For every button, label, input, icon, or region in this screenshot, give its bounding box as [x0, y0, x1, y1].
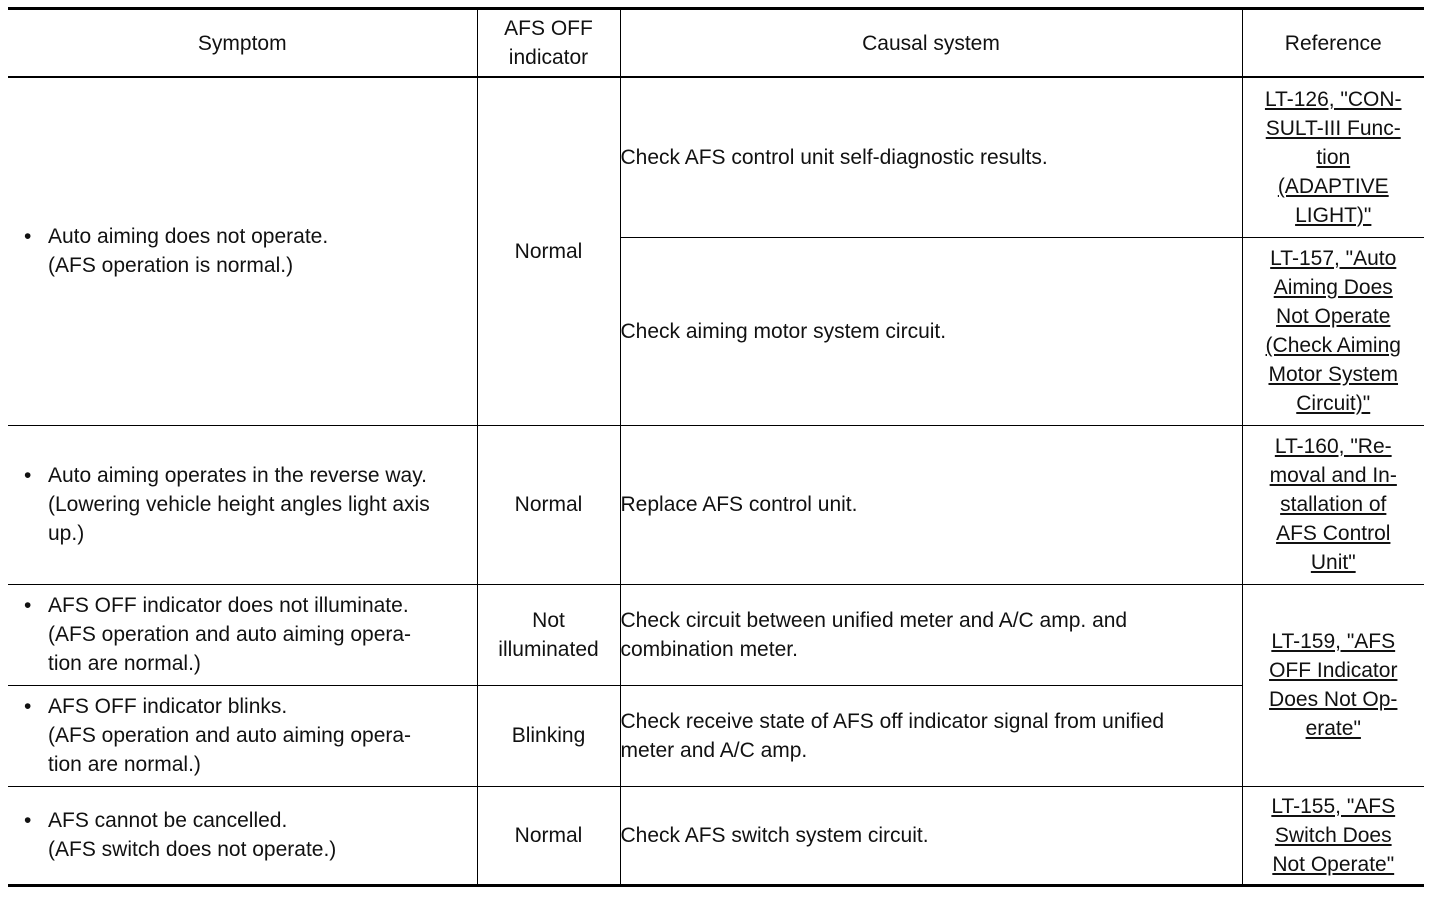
causal-cell: [620, 685, 1242, 786]
bullet-icon: •: [24, 464, 32, 487]
reference-line: LT-157, "Auto: [1270, 247, 1397, 270]
table-row: [8, 786, 1424, 885]
header-indicator-line: AFS OFF: [504, 17, 593, 40]
reference-line: Does Not Op-: [1269, 688, 1398, 711]
reference-cell: [1242, 425, 1424, 584]
reference-cell: [1242, 237, 1424, 425]
reference-line: LIGHT)": [1295, 203, 1372, 227]
causal-line: combination meter.: [620, 637, 798, 661]
reference-link[interactable]: [1243, 432, 1425, 577]
symptom-line: (AFS operation is normal.): [48, 254, 294, 278]
reference-line: LT-159, "AFS: [1271, 630, 1396, 653]
reference-line: Circuit)": [1296, 392, 1371, 415]
causal-cell: Check AFS switch system circuit.: [620, 786, 1242, 885]
bullet-icon: •: [24, 225, 32, 249]
reference-line: moval and In-: [1269, 464, 1397, 487]
reference-line: LT-126, "CON-: [1264, 87, 1402, 111]
table-row: [8, 584, 1424, 685]
symptom-line: (AFS operation and auto aiming opera-: [48, 623, 412, 646]
bullet-icon: •: [24, 594, 32, 617]
indicator-cell: [477, 584, 620, 685]
causal-line: meter and A/C amp.: [620, 738, 808, 762]
afs-diagnosis-table: [8, 7, 1424, 887]
table-row: [8, 685, 1424, 786]
header-causal-system: Causal system: [620, 9, 1242, 78]
symptom-cell: [8, 77, 477, 425]
causal-cell: Check aiming motor system circuit.: [620, 237, 1242, 425]
indicator-cell: Blinking: [477, 685, 620, 786]
causal-cell: Check AFS control unit self-diagnostic results.: [620, 77, 1242, 237]
symptom-line: (AFS operation and auto aiming opera-: [48, 724, 412, 747]
symptom-line: AFS OFF indicator does not illuminate.: [48, 594, 409, 617]
indicator-cell: Normal: [477, 77, 620, 425]
reference-line: (ADAPTIVE: [1277, 174, 1389, 198]
reference-line: Unit": [1310, 551, 1356, 574]
reference-line: tion: [1316, 145, 1351, 169]
causal-cell: [620, 584, 1242, 685]
reference-link[interactable]: [1243, 627, 1425, 743]
symptom-cell: [8, 584, 477, 685]
reference-link[interactable]: [1243, 244, 1425, 418]
reference-line: Motor System: [1268, 363, 1399, 386]
reference-line: AFS Control: [1276, 522, 1391, 545]
table-row: [8, 77, 1424, 237]
causal-cell: Replace AFS control unit.: [620, 425, 1242, 584]
symptom-line: AFS cannot be cancelled.: [48, 809, 288, 832]
reference-line: (Check Aiming: [1265, 334, 1401, 357]
reference-line: OFF Indicator: [1269, 659, 1398, 682]
symptom-line: Auto aiming operates in the reverse way.: [48, 464, 427, 487]
symptom-line: Auto aiming does not operate.: [48, 225, 329, 249]
header-row: [8, 9, 1424, 78]
header-indicator: [477, 9, 620, 78]
symptom-cell: [8, 425, 477, 584]
indicator-line: Not: [532, 608, 565, 632]
symptom-line: AFS OFF indicator blinks.: [48, 695, 288, 718]
symptom-cell: [8, 685, 477, 786]
reference-line: SULT-III Func-: [1265, 116, 1401, 140]
header-symptom: Symptom: [8, 9, 477, 78]
bullet-icon: •: [24, 695, 32, 718]
symptom-line: (AFS switch does not operate.): [48, 838, 337, 861]
reference-line: LT-155, "AFS: [1271, 794, 1396, 818]
reference-line: stallation of: [1280, 493, 1387, 516]
indicator-cell: Normal: [477, 425, 620, 584]
header-reference: Reference: [1242, 9, 1424, 78]
reference-link[interactable]: [1243, 85, 1425, 230]
reference-line: LT-160, "Re-: [1274, 435, 1392, 458]
symptom-line: tion are normal.): [48, 652, 201, 675]
reference-cell: [1242, 77, 1424, 237]
indicator-line: illuminated: [498, 637, 599, 661]
reference-link[interactable]: [1243, 792, 1425, 879]
symptom-line: (Lowering vehicle height angles light axis: [48, 493, 430, 516]
causal-line: Check circuit between unified meter and A/C amp. and: [620, 608, 1128, 632]
reference-line: Aiming Does: [1273, 276, 1393, 299]
header-indicator-line: indicator: [508, 46, 589, 69]
table-row: [8, 425, 1424, 584]
symptom-line: up.): [48, 522, 85, 545]
reference-cell: [1242, 584, 1424, 786]
indicator-cell: Normal: [477, 786, 620, 885]
bullet-icon: •: [24, 809, 32, 832]
reference-cell: [1242, 786, 1424, 885]
symptom-line: tion are normal.): [48, 753, 201, 776]
reference-line: Not Operate: [1276, 305, 1391, 328]
reference-line: erate": [1305, 717, 1361, 740]
reference-line: Not Operate": [1272, 852, 1395, 876]
causal-line: Check receive state of AFS off indicator signal from unified: [620, 709, 1165, 733]
symptom-cell: [8, 786, 477, 885]
reference-line: Switch Does: [1274, 823, 1392, 847]
